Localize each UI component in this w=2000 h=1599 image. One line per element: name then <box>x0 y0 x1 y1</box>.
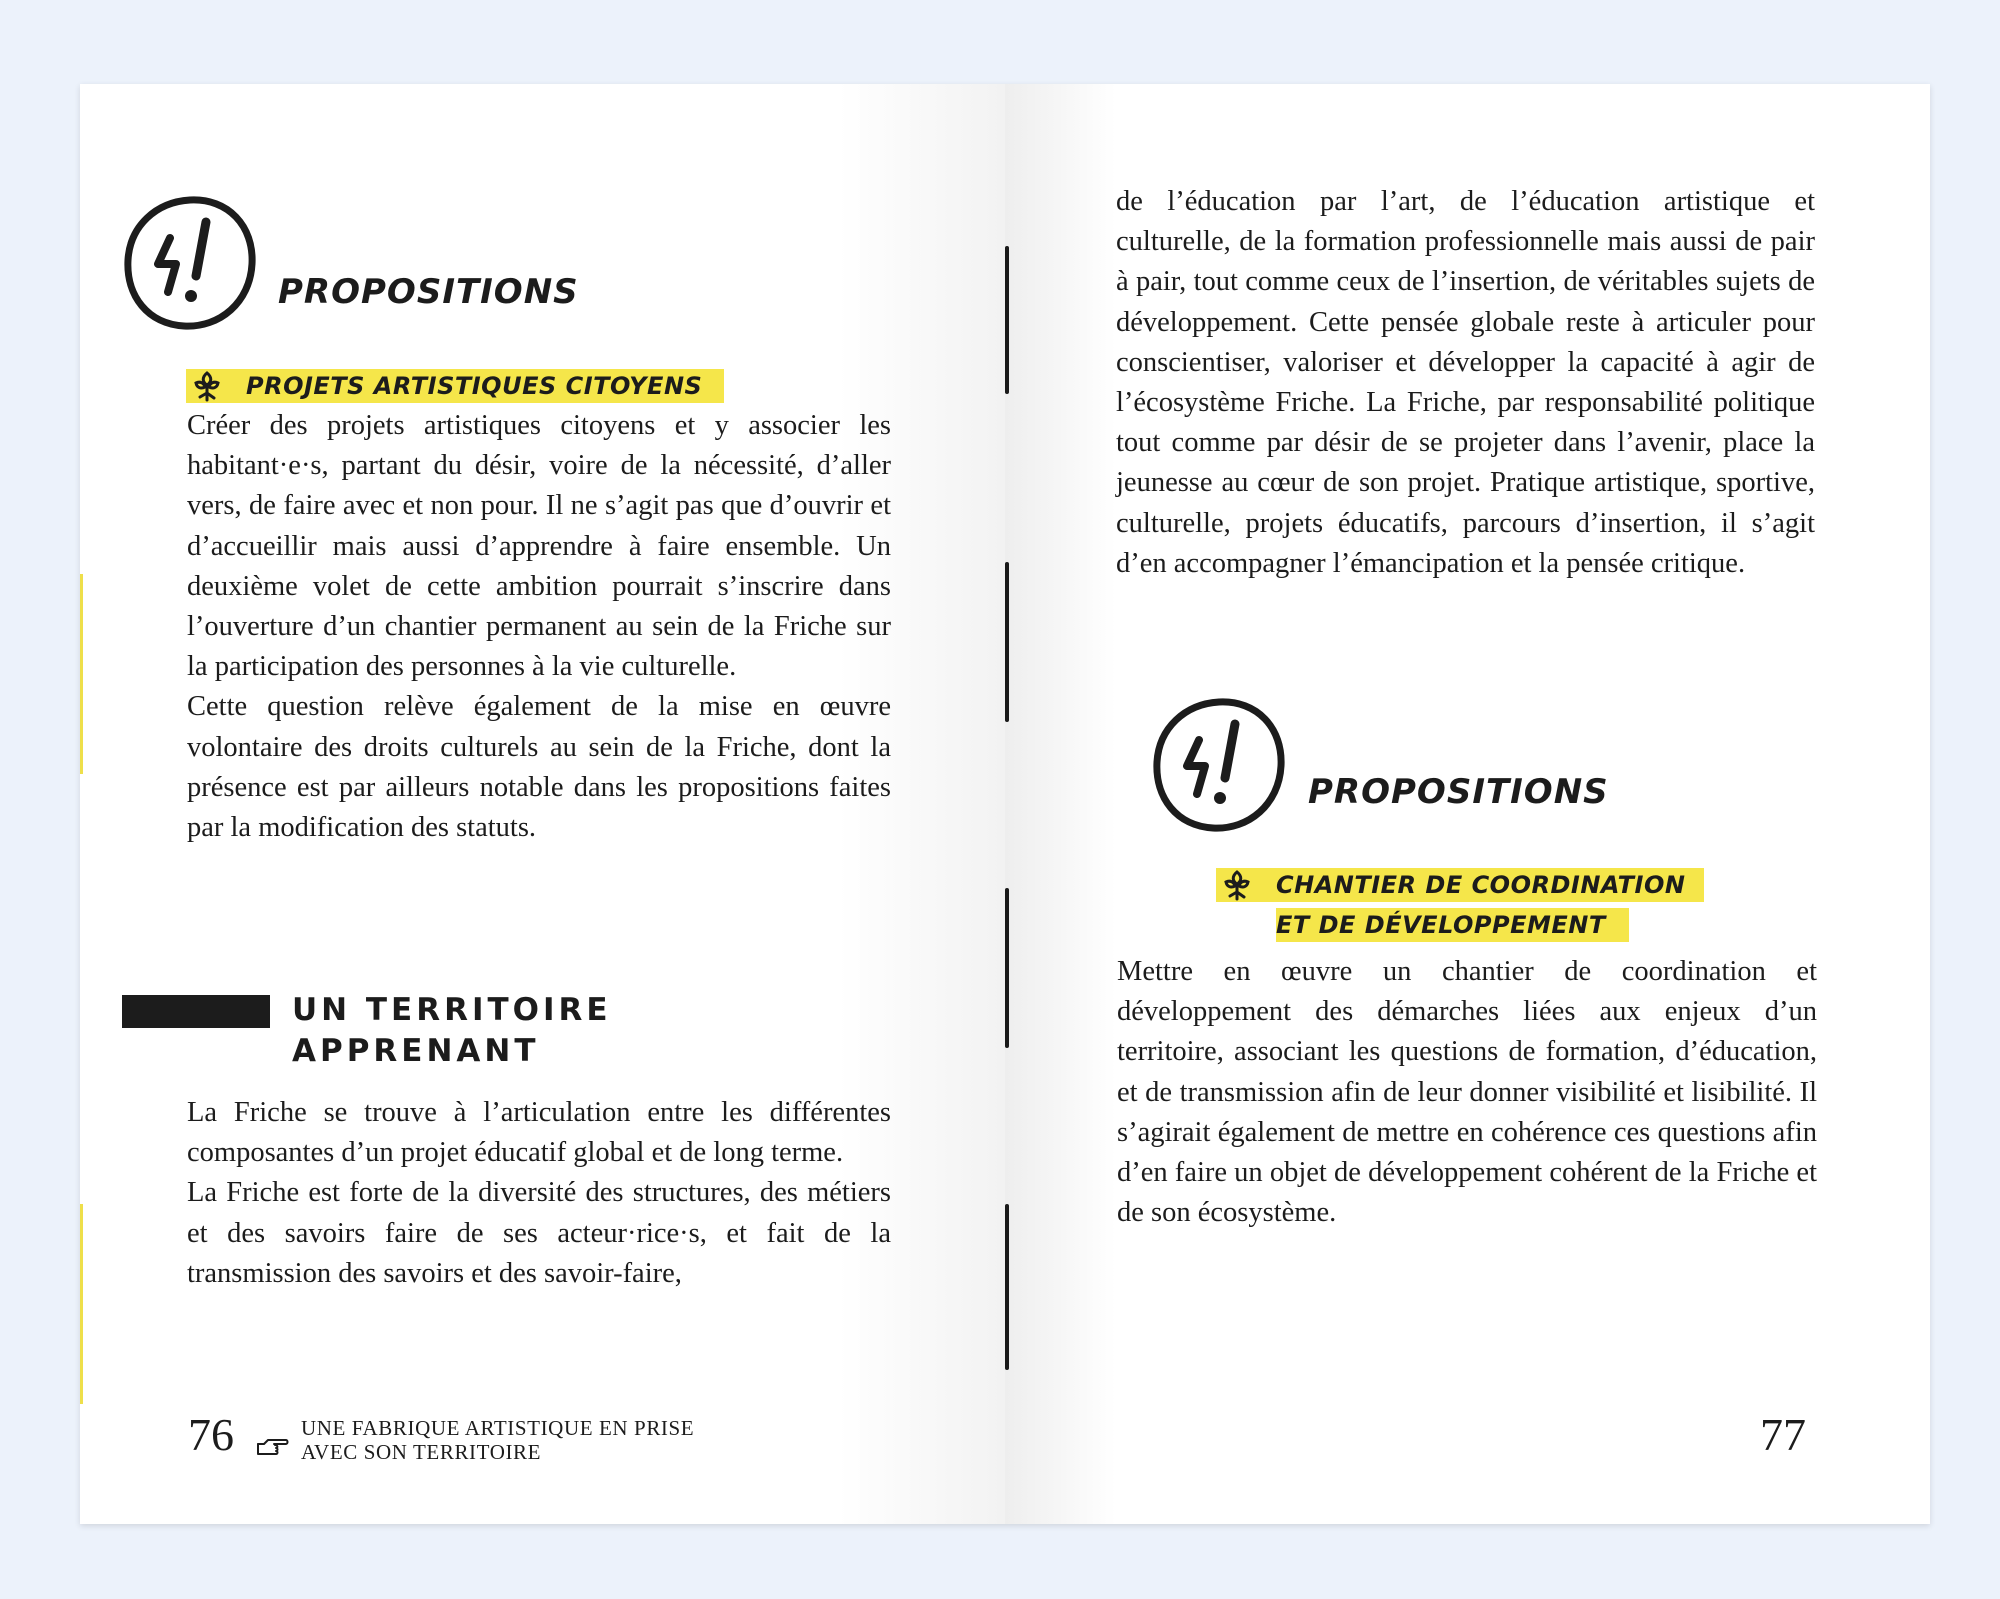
section-title <box>292 990 612 1072</box>
binding-stitch <box>1005 246 1009 394</box>
page-number: 77 <box>1760 1409 1806 1460</box>
paragraph: Créer des projets artistiques citoyens et y associer les habitant·e·s, partant du désir, voire de la nécessité, d’aller vers, de faire avec et non pour. Il ne s’agit pas que d’ouvrir et d’accueillir mais aussi d’apprendre à faire ensemble. Un deuxième volet de cette ambition pourrait s’inscrire dans l’ouverture d’un chantier permanent au sein de la Friche sur la participation des personnes à la vie culturelle. <box>187 410 891 683</box>
propositions-heading: PROPOSITIONS <box>278 272 579 312</box>
binding-stitch <box>1005 562 1009 722</box>
propositions-heading: PROPOSITIONS <box>1308 772 1609 812</box>
continued-body <box>1116 182 1815 584</box>
paragraph: de l’éducation par l’art, de l’éducation artistique et culturelle, de la formation professionnelle mais aussi de pair à pair, tout comme ceux de l’insertion, de véritables sujets de développement. Cette pensée globale reste à articuler pour conscientiser, valoriser et développer la capacité à agir de l’écosystème Friche. La Friche, par responsabilité politique tout comme par désir de se projeter dans l’avenir, place la jeunesse au cœur de son projet. Pratique artistique, sportive, culturelle, projets éducatifs, parcours d’insertion, il s’agit d’en accompagner l’émancipation et la pensée critique. <box>1116 186 1815 579</box>
paragraph: La Friche se trouve à l’articulation entre les différentes composantes d’un projet éducatif global et de long terme. <box>187 1097 891 1169</box>
running-title-line: UNE FABRIQUE ARTISTIQUE EN PRISE <box>301 1416 695 1440</box>
binding-stitch <box>1005 1204 1009 1370</box>
proposition-body <box>187 406 891 848</box>
running-title <box>301 1416 694 1464</box>
page-edge-tab <box>80 1204 83 1404</box>
exclamation-badge-icon <box>118 192 260 334</box>
section-body <box>187 1093 891 1294</box>
flower-doodle-icon <box>1218 866 1256 904</box>
highlight-title: PROJETS ARTISTIQUES CITOYENS <box>246 372 703 400</box>
right-page <box>1005 84 1930 1524</box>
book-spread <box>80 84 1930 1524</box>
paragraph: Mettre en œuvre un chantier de coordination et développement des démarches liées aux enjeux d’un territoire, associant les questions de formation, d’éducation, et de transmission afin de leur donner visibilité et lisibilité. Il s’agirait également de mettre en cohérence ces questions afin d’en faire un objet de développement cohérent de la Friche et de son écosystème. <box>1117 956 1817 1229</box>
flower-doodle-icon <box>188 367 226 405</box>
pointing-hand-icon <box>256 1436 290 1458</box>
page-edge-tab <box>80 574 83 774</box>
section-marker-bar <box>122 995 270 1028</box>
highlight-title-line: CHANTIER DE COORDINATION <box>1276 871 1686 899</box>
highlight-title-line: ET DE DÉVELOPPEMENT <box>1276 911 1606 939</box>
left-page <box>80 84 1005 1524</box>
paragraph: La Friche est forte de la diversité des structures, des métiers et des savoirs faire de ses acteur·rice·s, et fait de la transmission des savoirs et des savoir-faire, <box>187 1177 891 1289</box>
section-title-line: APPRENANT <box>292 1033 540 1069</box>
proposition-body <box>1117 952 1817 1233</box>
section-title-line: UN TERRITOIRE <box>292 992 612 1028</box>
paragraph: Cette question relève également de la mise en œuvre volontaire des droits culturels au sein de la Friche, dont la présence est par ailleurs notable dans les propositions faites par la modification des statuts. <box>187 691 891 844</box>
page-number: 76 <box>188 1409 234 1460</box>
binding-stitch <box>1005 888 1009 1048</box>
exclamation-badge-icon <box>1147 694 1289 836</box>
running-title-line: AVEC SON TERRITOIRE <box>301 1440 542 1464</box>
